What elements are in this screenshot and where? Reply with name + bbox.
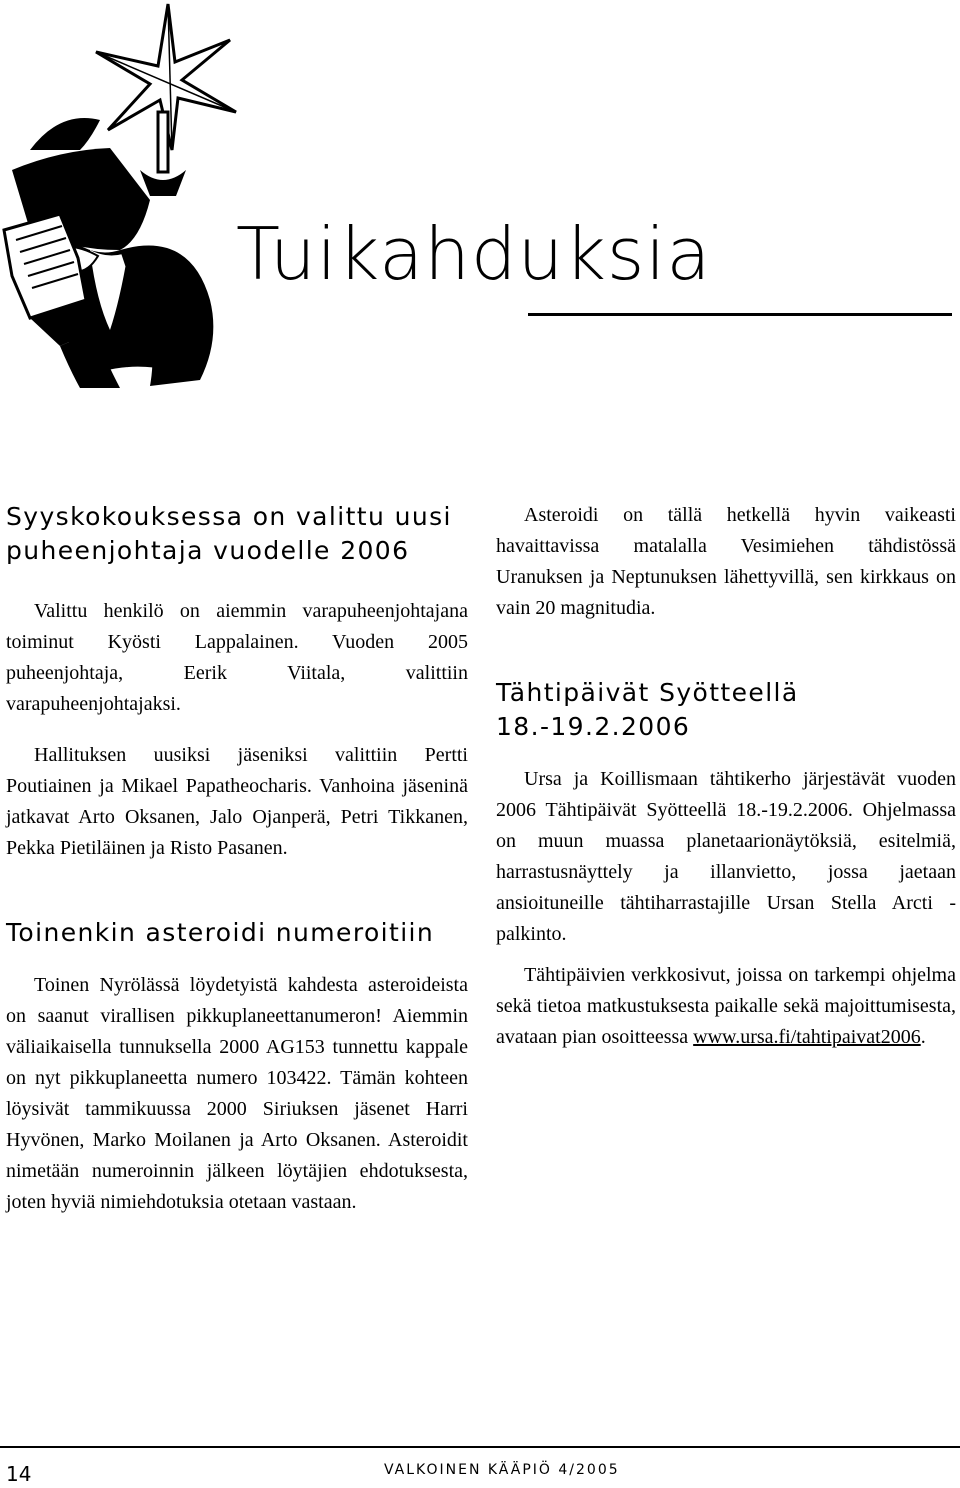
page-number: 14 bbox=[6, 1462, 32, 1486]
article-heading-star-days: Tähtipäivät Syötteellä 18.-19.2.2006 bbox=[496, 678, 799, 741]
right-column bbox=[496, 500, 956, 1053]
publication-name: VALKOINEN KÄÄPIÖ 4/2005 bbox=[384, 1462, 620, 1478]
article-paragraph bbox=[496, 960, 956, 1053]
article-heading-asteroid: Toinenkin asteroidi numeroitiin bbox=[6, 918, 435, 947]
page-title: Tuikahduksia bbox=[236, 212, 712, 296]
article-paragraph: Ursa ja Koillismaan tähtikerho järjestävät vuoden 2006 Tähtipäivät Syötteellä 18.-19.2.2006. Ohjelmassa on muun muassa planetaarionäytöksiä, esitelmiä, harrastusnäyttely ja illanvietto, jossa jaetaan ansioituneille tähtiharrastajille Ursan Stella Arcti -palkinto. bbox=[496, 768, 956, 945]
article-heading-chair: Syyskokouksessa on valittu uusi puheenjohtaja vuodelle 2006 bbox=[6, 502, 452, 565]
star-days-link[interactable]: www.ursa.fi/tahtipaivat2006 bbox=[693, 1026, 921, 1048]
left-column bbox=[6, 500, 468, 1218]
article-paragraph: Asteroidi on tällä hetkellä hyvin vaikeasti havaittavissa matalalla Vesimiehen tähdistössä Uranuksen ja Neptunuksen lähettyvillä, sen kirkkaus on vain 20 magnitudia. bbox=[496, 504, 956, 619]
paragraph-text: Tähtipäivien verkkosivut, joissa on tarkempi ohjelma sekä tietoa matkustuksesta paikalle sekä majoittumisesta, avataan pian osoitteessa bbox=[496, 964, 956, 1048]
article-paragraph: Valittu henkilö on aiemmin varapuheenjohtajana toiminut Kyösti Lappalainen. Vuoden 2005 puheenjohtaja, Eerik Viitala, valittiin varapuheenjohtajaksi. bbox=[6, 600, 468, 715]
title-underline bbox=[528, 313, 952, 316]
paragraph-end: . bbox=[920, 1026, 926, 1048]
wizard-with-star-icon bbox=[0, 0, 240, 390]
article-paragraph: Toinen Nyrölässä löydetyistä kahdesta asteroideista on saanut virallisen pikkuplaneettanumeron! Aiemmin väliaikaisella tunnuksella 2000 AG153 tunnettu kappale on nyt pikkuplaneetta numero 103422. Tämän kohteen löysivät tammikuussa 2000 Siriuksen jäsenet Harri Hyvönen, Marko Moilanen ja Arto Oksanen. Asteroidit nimetään numeroinnin jälkeen löytäjien ehdotuksesta, joten hyviä nimiehdotuksia otetaan vastaan. bbox=[6, 974, 468, 1213]
footer-rule bbox=[0, 1446, 960, 1448]
article-paragraph: Hallituksen uusiksi jäseniksi valittiin Pertti Poutiainen ja Mikael Papatheocharis. Vanhoina jäseninä jatkavat Arto Oksanen, Jalo Ojanperä, Petri Tikkanen, Pekka Pietiläinen ja Risto Pasanen. bbox=[6, 744, 468, 859]
